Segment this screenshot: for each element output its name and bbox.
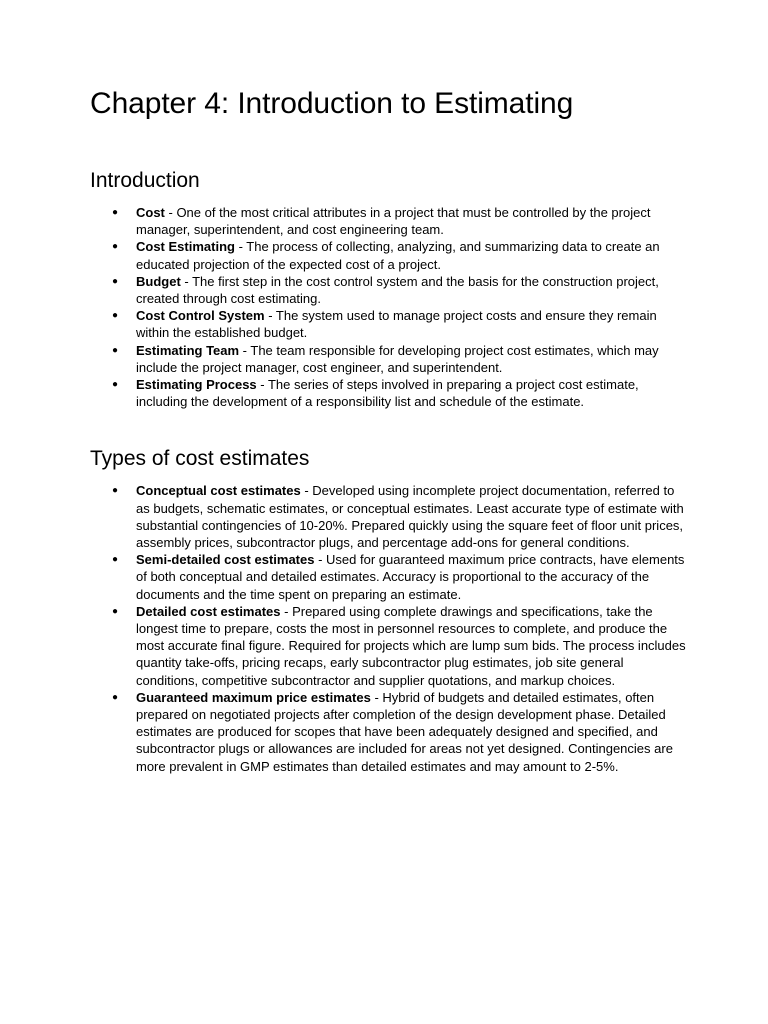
term-definition: - Prepared using complete drawings and specifications, take the longest time to prepare, costs the most in personnel resources to complete, and produce the most accurate final figure. Required for projects which are lump sum bids. The process includes quantity take-offs, pricing recaps, early subcontractor plug estimates, job site general conditions, competitive subcontractor and supplier quotations, and markup choices. (136, 603, 686, 688)
term-definition: - Developed using incomplete project documentation, referred to as budgets, schematic estimates, or conceptual estimates. Least accurate type of estimate with substantial contingencies of 10-20%. Prepared quickly using the square feet of floor unit prices, assembly prices, subcontractor plugs, and percentage add-ons for general conditions. (136, 483, 684, 551)
term-label: Cost (136, 205, 165, 220)
page-title: Chapter 4: Introduction to Estimating (90, 87, 574, 120)
term-definition: - The first step in the cost control system and the basis for the construction project, created through cost estimating. (136, 273, 659, 307)
list-item (90, 204, 688, 238)
term-label: Guaranteed maximum price estimates (136, 689, 371, 705)
term-definition: - Hybrid of budgets and detailed estimates, often prepared on negotiated projects after completion of the design development phase. Detailed estimates are produced for scopes that have been adequately designed and specified, and subcontractor plugs or allowances are included for areas not yet designed. Contingencies are more prevalent in GMP estimates than detailed estimates and may amount to 2-5%. (136, 689, 673, 774)
term-definition: - The process of collecting, analyzing, and summarizing data to create an educated projection of the expected cost of a project. (136, 239, 660, 272)
term-definition: - The team responsible for developing project cost estimates, which may include the project manager, cost engineer, and superintendent. (136, 342, 659, 375)
term-definition: - The series of steps involved in preparing a project cost estimate, including the development of a responsibility list and schedule of the estimate. (136, 377, 639, 410)
term-label: Cost Estimating (136, 239, 235, 255)
section-heading-types-of-cost-estimates: Types of cost estimates (90, 447, 310, 471)
bullet-icon: ● (112, 554, 119, 566)
term-definition: - Used for guaranteed maximum price contracts, have elements of both conceptual and detailed estimates. Accuracy is proportional to the accuracy of the documents and the time spent on preparing an estimate. (136, 552, 685, 602)
list-item (90, 238, 688, 272)
definition-list-types-of-cost-estimates (90, 482, 688, 774)
section-heading-introduction: Introduction (90, 169, 200, 192)
term-label: Estimating Process (136, 377, 257, 393)
list-item (90, 307, 688, 341)
list-item (90, 482, 688, 551)
bullet-icon: ● (112, 241, 119, 253)
list-item (90, 342, 688, 376)
term-label: Budget (136, 273, 181, 289)
bullet-icon: ● (112, 207, 119, 218)
list-item (90, 376, 688, 410)
term-definition: - The system used to manage project costs and ensure they remain within the established budget. (136, 308, 657, 341)
term-label: Semi-detailed cost estimates (136, 552, 315, 568)
term-label: Cost Control System (136, 308, 265, 324)
bullet-icon: ● (112, 379, 119, 391)
bullet-icon: ● (112, 275, 119, 287)
term-label: Detailed cost estimates (136, 603, 281, 619)
list-item (90, 551, 688, 603)
list-item (90, 603, 688, 689)
list-item (90, 689, 688, 775)
bullet-icon: ● (112, 310, 119, 322)
term-label: Conceptual cost estimates (136, 483, 301, 499)
bullet-icon: ● (112, 344, 119, 356)
bullet-icon: ● (112, 485, 119, 497)
list-item (90, 273, 688, 307)
bullet-icon: ● (112, 605, 119, 617)
bullet-icon: ● (112, 691, 119, 703)
definition-list-introduction (90, 204, 688, 410)
term-definition: - One of the most critical attributes in a project that must be controlled by the project manager, superintendent, and cost engineering team. (136, 205, 651, 238)
term-label: Estimating Team (136, 342, 240, 358)
